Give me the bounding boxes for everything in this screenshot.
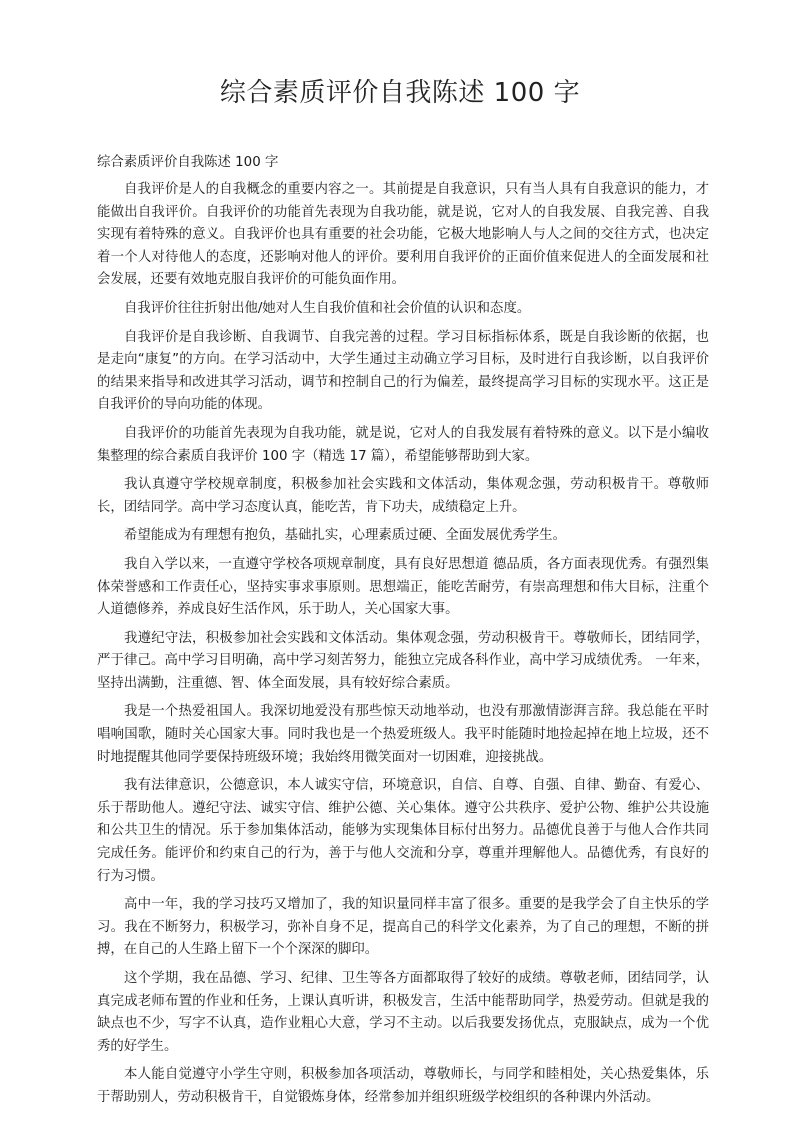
paragraph: 自我评价往往折射出他/她对人生自我价值和社会价值的认识和态度。 <box>124 300 531 316</box>
document-subtitle: 综合素质评价自我陈述 100 字 <box>97 155 279 170</box>
paragraph: 我遵纪守法，积极参加社会实践和文体活动。集体观念强，劳动积极肯干。尊敬师长，团结同学，严于律己。高中学习目明确，高中学习刻苦努力，能独立完成各科作业，高中学习成绩优秀。 一年来，坚持出满勤，注重德、智、体全面发展，具有较好综合素质。 <box>97 630 709 691</box>
paragraph: 自我评价是自我诊断、自我调节、自我完善的过程。学习目标指标体系，既是自我诊断的依据，也是走向“康复”的方向。在学习活动中，大学生通过主动确立学习目标，及时进行自我诊断，以自我评价的结果来指导和改进其学习活动，调节和控制自己的行为偏差，最终提高学习目标的实现水平。这正是自我评价的导向功能的体现。 <box>97 329 709 413</box>
paragraph: 我认真遵守学校规章制度，积极参加社会实践和文体活动，集体观念强，劳动积极肯干。尊敬师长，团结同学。高中学习态度认真，能吃苦，肯下功夫，成绩稳定上升。 <box>97 477 709 515</box>
paragraph: 自我评价是人的自我概念的重要内容之一。其前提是自我意识，只有当人具有自我意识的能力，才能做出自我评价。自我评价的功能首先表现为自我功能，就是说，它对人的自我发展、自我完善、自我实现有着特殊的意义。自我评价也具有重要的社会功能，它极大地影响人与人之间的交往方式，也决定着一个人对待他人的态度，还影响对他人的评价。要利用自我评价的正面价值来促进人的全面发展和社会发展，还要有效地克服自我评价的可能负面作用。 <box>97 182 709 288</box>
paragraph: 这个学期，我在品德、学习、纪律、卫生等各方面都取得了较好的成绩。尊敬老师，团结同学，认真完成老师布置的作业和任务，上课认真听讲，积极发言，生活中能帮助同学，热爱劳动。但就是我的缺点也不少，写字不认真，造作业粗心大意，学习不主动。以后我要发扬优点，克服缺点，成为一个优秀的好学生。 <box>97 971 709 1054</box>
document-title: 综合素质评价自我陈述 100 字 <box>219 78 581 108</box>
paragraph: 本人能自觉遵守小学生守则，积极参加各项活动，尊敬师长，与同学和睦相处，关心热爱集体，乐于帮助别人，劳动积极肯干，自觉锻炼身体，经常参加并组织班级学校组织的各种课内外活动。 <box>97 1067 709 1105</box>
paragraph: 希望能成为有理想有抱负，基础扎实，心理素质过硬、全面发展优秀学生。 <box>124 528 566 544</box>
paragraph: 我是一个热爱祖国人。我深切地爱没有那些惊天动地举动，也没有那激情澎湃言辞。我总能在平时唱响国歌，随时关心国家大事。同时我也是一个热爱班级人。我平时能随时地捡起掉在地上垃圾，还不时地提醒其他同学要保持班级环境；我始终用微笑面对一切困难，迎接挑战。 <box>97 704 709 765</box>
document-body <box>97 152 709 1116</box>
paragraph: 自我评价的功能首先表现为自我功能，就是说，它对人的自我发展有着特殊的意义。以下是小编收集整理的综合素质自我评价 100 字（精选 17 篇），希望能够帮助到大家。 <box>97 425 709 464</box>
paragraph: 我有法律意识，公德意识，本人诚实守信，环境意识，自信、自尊、自强、自律、勤奋、有爱心、乐于帮助他人。遵纪守法、诚实守信、维护公德、关心集体。遵守公共秩序、爱护公物、维护公共设施和公共卫生的情况。乐于参加集体活动，能够为实现集体目标付出努力。品德优良善于与他人合作共同完成任务。能评价和约束自己的行为，善于与他人交流和分享，尊重并理解他人。品德优秀，有良好的行为习惯。 <box>97 778 709 884</box>
paragraph: 高中一年，我的学习技巧又增加了，我的知识量同样丰富了很多。重要的是我学会了自主快乐的学习。我在不断努力，积极学习，弥补自身不足，提高自己的科学文化素养，为了自己的理想，不断的拼搏，在自己的人生路上留下一个个深深的脚印。 <box>97 897 709 958</box>
paragraph: 我自入学以来，一直遵守学校各项规章制度，具有良好思想道 德品质，各方面表现优秀。有强烈集体荣誉感和工作责任心，坚持实事求事原则。思想端正，能吃苦耐劳，有崇高理想和伟大目标，注重个人道德修养，养成良好生活作风，乐于助人，关心国家大事。 <box>97 556 709 618</box>
